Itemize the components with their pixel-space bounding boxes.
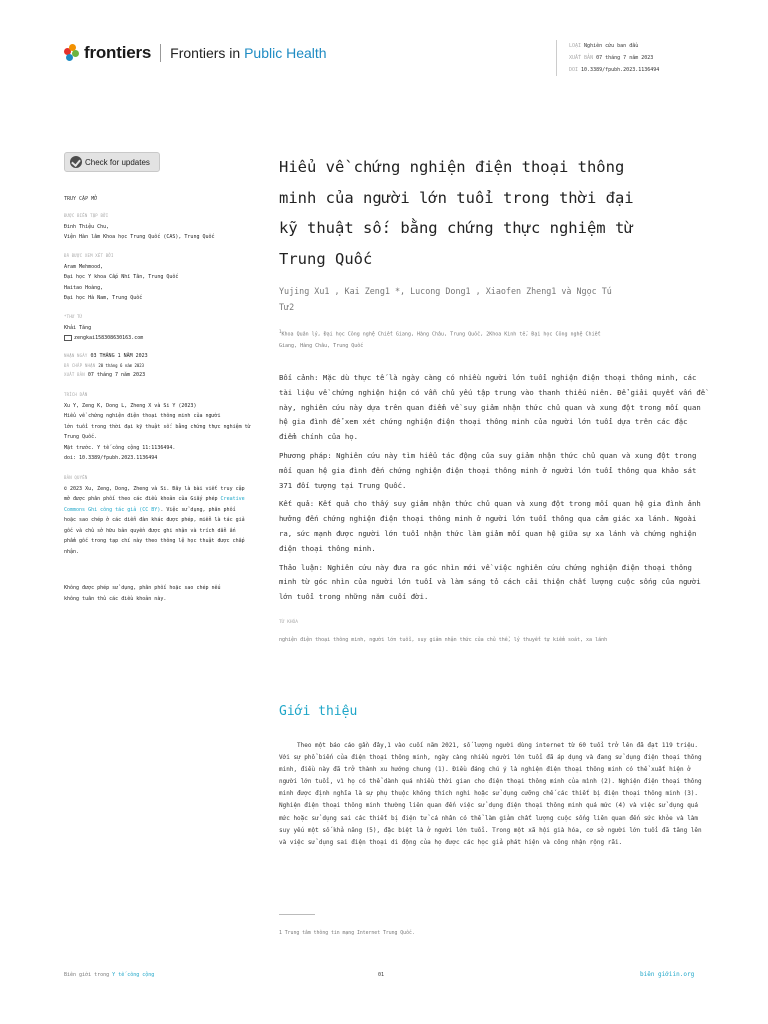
abstract-results: Kết quả: Kết quả cho thấy suy giảm nhận thức chủ quan và xung đột trong mối quan hệ gia đình ảnh hưởng đến chứng nghiện điện thoại thông minh ở người lớn tuổi thông qua cảm giác xa lánh. Ngoài ra, sức mạnh được người lớn tuổi nhận thức làm giảm mối quan hệ giữa sự xa lánh và chứng nghiện điện thoại thông minh. (279, 499, 701, 553)
check-for-updates-label: Check for updates (85, 157, 150, 167)
citation: TRÍCH DẪN Xu Y, Zeng K, Dong L, Zheng X và Si Y (2023) Hiểu về chứng nghiện điện thoại thông minh của người lớn tuổi trong thời đại kỹ thuật số: bằng chứng thực nghiệm từ Trung Quốc. Mặt trước. Y tế công cộng 11:1136494. doi: 10.3389/fpubh.2023.1136494 (64, 392, 251, 461)
article-title: Hiểu về chứng nghiện điện thoại thông minh của người lớn tuổi trong thời đại kỹ thuật số: bằng chứng thực nghiệm từ Trung Quốc (279, 158, 634, 268)
footer-site-link[interactable]: biên giớiin.org (640, 971, 695, 978)
copyright-note: Không được phép sử dụng, phân phối hoặc sao chép nếu không tuân thủ các điều khoản này. (64, 585, 221, 602)
footnote: 1 Trung tâm thông tin mạng Internet Trung Quốc. (279, 931, 415, 936)
dates: NHẬN NGÀY 03 THÁNG 1 NĂM 2023 ĐÃ CHẤP NHẬN 20 tháng 6 năm 2023 XUẤT BẢN 07 tháng 7 năm 2023 (64, 353, 148, 378)
footnote-divider (279, 914, 315, 915)
frontiers-logo[interactable] (64, 42, 327, 64)
journal-name: Frontiers in Public Health (170, 45, 327, 61)
abstract-discussion: Thảo luận: Nghiên cứu này đưa ra góc nhìn mới về việc nghiên cứu chứng nghiện điện thoại thông minh từ góc nhìn của người lớn tuổi và làm sáng tỏ cách cải thiện chất lượng cuộc sống của người lớn tuổi trong những năm cuối đời. (279, 562, 701, 602)
check-for-updates-button[interactable] (64, 152, 160, 172)
email-icon (64, 335, 72, 341)
copyright: BẢN QUYỀN © 2023 Xu, Zeng, Dong, Zheng và Si. Đây là bài viết truy cập mở được phân phối theo các điều khoản của Giấy phép Creative Commons Ghi công tác giả (CC BY). Việc sử dụng, phân phối hoặc sao chép ở các diễn đàn khác được phép, miễn là tác giả gốc và chủ sở hữu bản quyền được ghi nhận và trích dẫn ấn phẩm gốc trong tạp chí này theo thông lệ học thuật được chấp nhận. (64, 475, 245, 555)
abstract-methods: Phương pháp: Nghiên cứu này tìm hiểu tác động của suy giảm nhận thức chủ quan và xung đột trong mối quan hệ gia đình đến chứng nghiện điện thoại thông minh ở người lớn tuổi thông qua khảo sát 371 đối tượng tại Trung Quốc. (279, 450, 697, 490)
reviewed-by: ĐÃ ĐƯỢC XEM XÉT BỞI Aram Mehmood, Đại học Y khoa Cấp Nhĩ Tân, Trung Quốc Haitao Hoàng, Đại học Hà Nam, Trung Quốc (64, 253, 179, 301)
correspondence-email[interactable]: zengkai158308630163.com (74, 335, 144, 341)
footer-journal-link[interactable]: Y tế công cộng (112, 972, 155, 978)
keywords-label: TỪ KHÓA (279, 620, 298, 625)
open-access-label: TRUY CẬP MỞ (64, 196, 98, 202)
brand-name: frontiers (84, 43, 152, 62)
logo-divider (160, 44, 161, 62)
edited-by: ĐƯỢC BIÊN TẬP BỞI Đinh Thiệu Chu, Viện Hàn lâm Khoa học Trung Quốc (CAS), Trung Quốc (64, 213, 215, 240)
frontiers-logo-icon (64, 44, 80, 62)
page-number: 01 (378, 972, 385, 978)
license-link[interactable]: Creative Commons Ghi công tác giả (CC BY) (64, 496, 245, 513)
footer-journal: Biên giới trong Y tế công cộng (64, 972, 155, 978)
meta-type: LOẠI Nghiên cứu ban đầu (569, 43, 639, 49)
affiliations: $^1$Khoa Quản lý, Đại học Công nghệ Chiết Giang, Hàng Châu, Trung Quốc, 2Khoa Kinh tế, Đại học Công nghệ Chiết Giang, Hàng Châu, Trung Quốc (279, 329, 601, 350)
meta-published: XUẤT BẢN 07 tháng 7 năm 2023 (569, 55, 654, 61)
correspondence: *THƯ TỪ Khải Tăng zengkai158308630163.com (64, 314, 144, 341)
author-list: Yujing Xu1 , Kai Zeng1 *, Lucong Dong1 , Xiaofen Zheng1 và Ngọc Tú Tư2 (279, 286, 612, 312)
meta-doi: DOI 10.3389/fpubh.2023.1136494 (569, 67, 660, 73)
intro-paragraph: Theo một báo cáo gần đây,1 vào cuối năm 2021, số lượng người dùng internet từ 60 tuổi trở lên đã đạt 119 triệu. Với sự phổ biến của điện thoại thông minh, ngày càng nhiều người lớn tuổi đã áp dụng và đang sử dụng điện thoại thông minh, điều này đã trở thành xu hướng chung (1). Điều đáng chú ý là nghiện điện thoại thông minh có thể xuất hiện ở người lớn tuổi, vì họ có thể dành quá nhiều thời gian cho điện thoại thông minh của mình (2). Nghiện điện thoại thông minh được định nghĩa là sự phụ thuộc không thích nghi hoặc sử dụng cưỡng chế các thiết bị điện thoại thông minh (3). Nghiện điện thoại thông minh thường liên quan đến việc sử dụng điện thoại thông minh quá mức (4) và việc sử dụng quá mức hoặc sử dụng sai các thiết bị điện tử cá nhân có thể làm giảm chất lượng cuộc sống liên quan đến sức khỏe và làm suy yếu một số khả năng (5), đặc biệt là ở người lớn tuổi. Trong một xã hội già hóa, cơ sở người lớn tuổi đã tăng lên và việc sử dụng sai điện thoại di động của họ được các học giả phát hiện và công nhận rộng rãi. (279, 742, 702, 846)
check-updates-icon (70, 156, 82, 168)
article-meta (556, 40, 659, 76)
sidebar (64, 194, 254, 205)
abstract (279, 371, 709, 609)
intro-heading: Giới thiệu (279, 704, 358, 719)
keywords: nghiện điện thoại thông minh, người lớn tuổi, suy giảm nhận thức của chủ thể, lý thuyết tự kiểm soát, xa lánh (279, 637, 608, 643)
abstract-background: Bối cảnh: Mặc dù thực tế là ngày càng có nhiều người lớn tuổi nghiện điện thoại thông minh, các tài liệu về chứng nghiện hiện có vẫn chủ yếu tập trung vào thanh thiếu niên. Để giải quyết vấn đề này, nghiên cứu này dựa trên quan điểm về suy giảm nhận thức chủ quan và xung đột trong mối quan hệ gia đình để xem xét chứng nghiện điện thoại thông minh của người lớn tuổi dựa trên các đặc điểm chính của họ. (279, 373, 706, 442)
